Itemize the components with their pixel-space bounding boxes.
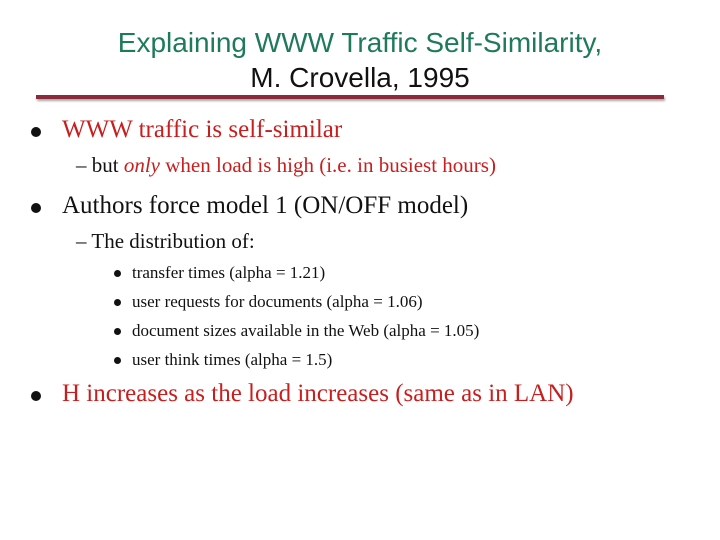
sub-point-text-after: when load is high (i.e. in busiest hours) [160, 153, 496, 177]
slide-title-line2: M. Crovella, 1995 [250, 62, 470, 93]
sub-point-1 [76, 153, 496, 178]
bullet-dot [31, 127, 41, 137]
sub-point-emphasis: only [123, 153, 160, 177]
bullet-point-2: Authors force model 1 (ON/OFF model) [62, 192, 469, 219]
bullet-dot [114, 270, 121, 277]
bullet-point-3: H increases as the load increases (same as in LAN) [62, 380, 574, 407]
sub-point-dash: – [76, 153, 92, 177]
distribution-item-1: transfer times (alpha = 1.21) [132, 263, 326, 282]
bullet-point-1: WWW traffic is self-similar [62, 116, 343, 143]
slide-title-line1: Explaining WWW Traffic Self-Similarity, [117, 27, 603, 58]
sub-point-text-before: but [91, 153, 124, 177]
bullet-dot [114, 328, 121, 335]
distribution-item-3: document sizes available in the Web (alpha = 1.05) [132, 321, 480, 340]
distribution-item-2: user requests for documents (alpha = 1.06) [132, 292, 423, 311]
distribution-item-4: user think times (alpha = 1.5) [132, 350, 333, 369]
title-divider [36, 95, 664, 99]
bullet-dot [114, 357, 121, 364]
sub-point-2: – The distribution of: [76, 229, 255, 253]
bullet-dot [31, 203, 41, 213]
bullet-dot [114, 299, 121, 306]
bullet-dot [31, 391, 41, 401]
